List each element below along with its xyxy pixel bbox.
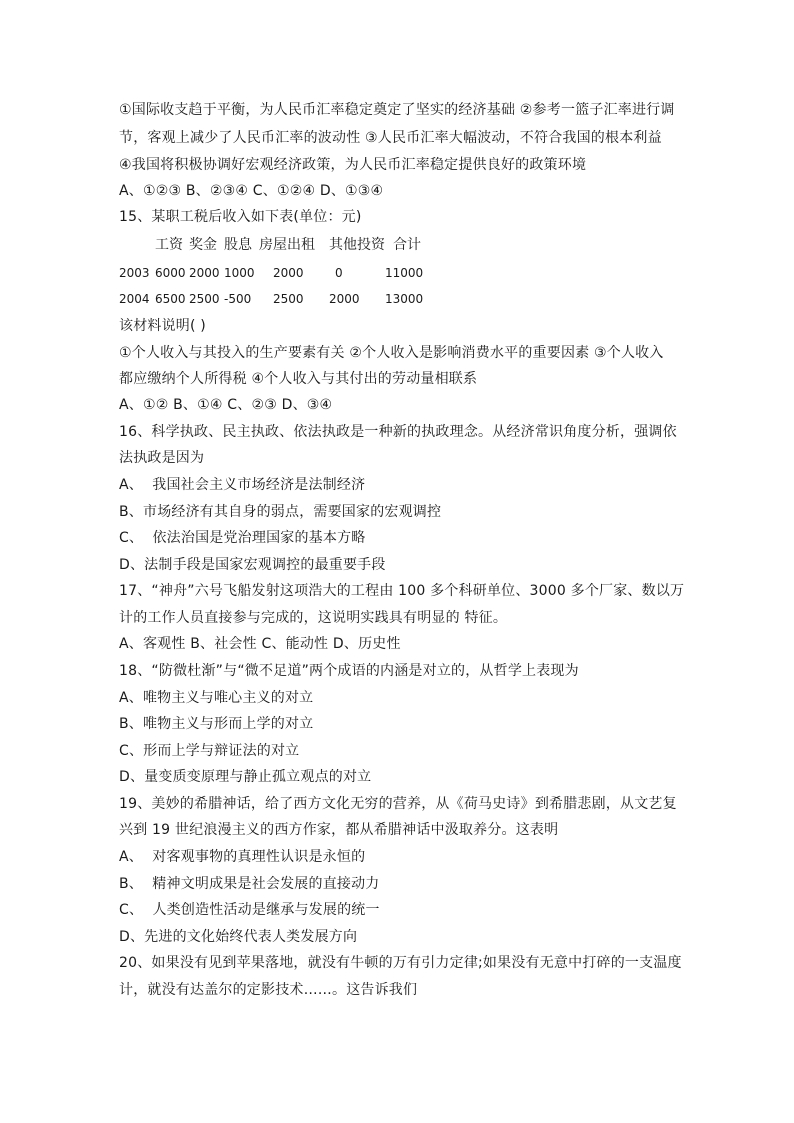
answer-options: A、①② B、①④ C、②③ D、③④ — [119, 397, 333, 413]
table-header: 其他投资 — [329, 237, 385, 253]
table-cell: 1000 — [224, 266, 255, 280]
option-a: A、 对客观事物的真理性认识是永恒的 — [119, 849, 366, 865]
text-line: 节，客观上减少了人民币汇率的波动性 ③人民币汇率大幅波动，不符合我国的根本利益 — [119, 130, 662, 146]
answer-options: A、客观性 B、社会性 C、能动性 D、历史性 — [119, 636, 401, 652]
question-16: 16、科学执政、民主执政、依法执政是一种新的执政理念。从经济常识角度分析，强调依 — [119, 424, 677, 440]
option-d: D、先进的文化始终代表人类发展方向 — [119, 929, 358, 945]
table-cell: 6000 — [155, 266, 186, 280]
text-line: 计，就没有达盖尔的定影技术……。这告诉我们 — [119, 982, 418, 998]
text-line: 计的工作人员直接参与完成的，这说明实践具有明显的 特征。 — [119, 610, 508, 626]
text-line: 法执政是因为 — [119, 450, 205, 466]
table-cell: 2003 — [119, 266, 150, 280]
table-cell: 2000 — [329, 292, 360, 306]
text-line: 兴到 19 世纪浪漫主义的西方作家，都从希腊神话中汲取养分。这表明 — [119, 822, 559, 838]
table-cell: 11000 — [385, 266, 424, 280]
option-a: A、唯物主义与唯心主义的对立 — [119, 690, 314, 706]
table-header: 合计 — [393, 237, 421, 253]
table-header: 工资 — [155, 237, 183, 253]
option-d: D、法制手段是国家宏观调控的最重要手段 — [119, 557, 386, 573]
table-cell: 2004 — [119, 292, 150, 306]
option-c: C、 依法治国是党治理国家的基本方略 — [119, 530, 366, 546]
table-header: 房屋出租 — [259, 237, 315, 253]
table-header: 奖金 — [189, 237, 217, 253]
question-17: 17、“神舟”六号飞船发射这项浩大的工程由 100 多个科研单位、3000 多个厂家、数以万 — [119, 583, 685, 599]
question-20: 20、如果没有见到苹果落地，就没有牛顿的万有引力定律;如果没有无意中打碎的一支温度 — [119, 955, 682, 971]
option-c: C、形而上学与辩证法的对立 — [119, 743, 300, 759]
table-cell: 2000 — [273, 266, 304, 280]
table-cell: 6500 — [155, 292, 186, 306]
table-cell: 2500 — [189, 292, 220, 306]
text-line: ①个人收入与其投入的生产要素有关 ②个人收入是影响消费水平的重要因素 ③个人收入 — [119, 345, 664, 361]
option-c: C、 人类创造性活动是继承与发展的统一 — [119, 902, 380, 918]
table-cell: 13000 — [385, 292, 424, 306]
question-15: 15、某职工税后收入如下表(单位：元) — [119, 209, 362, 225]
text-line: 该材料说明( ) — [119, 318, 206, 334]
text-line: ④我国将积极协调好宏观经济政策，为人民币汇率稳定提供良好的政策环境 — [119, 157, 587, 173]
table-cell: 2500 — [273, 292, 304, 306]
option-b: B、 精神文明成果是社会发展的直接动力 — [119, 876, 380, 892]
table-cell: -500 — [224, 292, 252, 306]
table-header: 股息 — [224, 237, 252, 253]
text-line: 都应缴纳个人所得税 ④个人收入与其付出的劳动量相联系 — [119, 371, 478, 387]
question-19: 19、美妙的希腊神话，给了西方文化无穷的营养，从《荷马史诗》到希腊悲剧，从文艺复 — [119, 796, 677, 812]
table-cell: 0 — [335, 266, 343, 280]
question-18: 18、“防微杜渐”与“微不足道”两个成语的内涵是对立的，从哲学上表现为 — [119, 663, 579, 679]
option-a: A、 我国社会主义市场经济是法制经济 — [119, 477, 366, 493]
option-b: B、市场经济有其自身的弱点，需要国家的宏观调控 — [119, 504, 442, 520]
text-line: ①国际收支趋于平衡，为人民币汇率稳定奠定了坚实的经济基础 ②参考一篮子汇率进行调 — [119, 102, 675, 118]
option-d: D、量变质变原理与静止孤立观点的对立 — [119, 769, 372, 785]
answer-options: A、①②③ B、②③④ C、①②④ D、①③④ — [119, 183, 384, 199]
table-cell: 2000 — [189, 266, 220, 280]
option-b: B、唯物主义与形而上学的对立 — [119, 716, 314, 732]
